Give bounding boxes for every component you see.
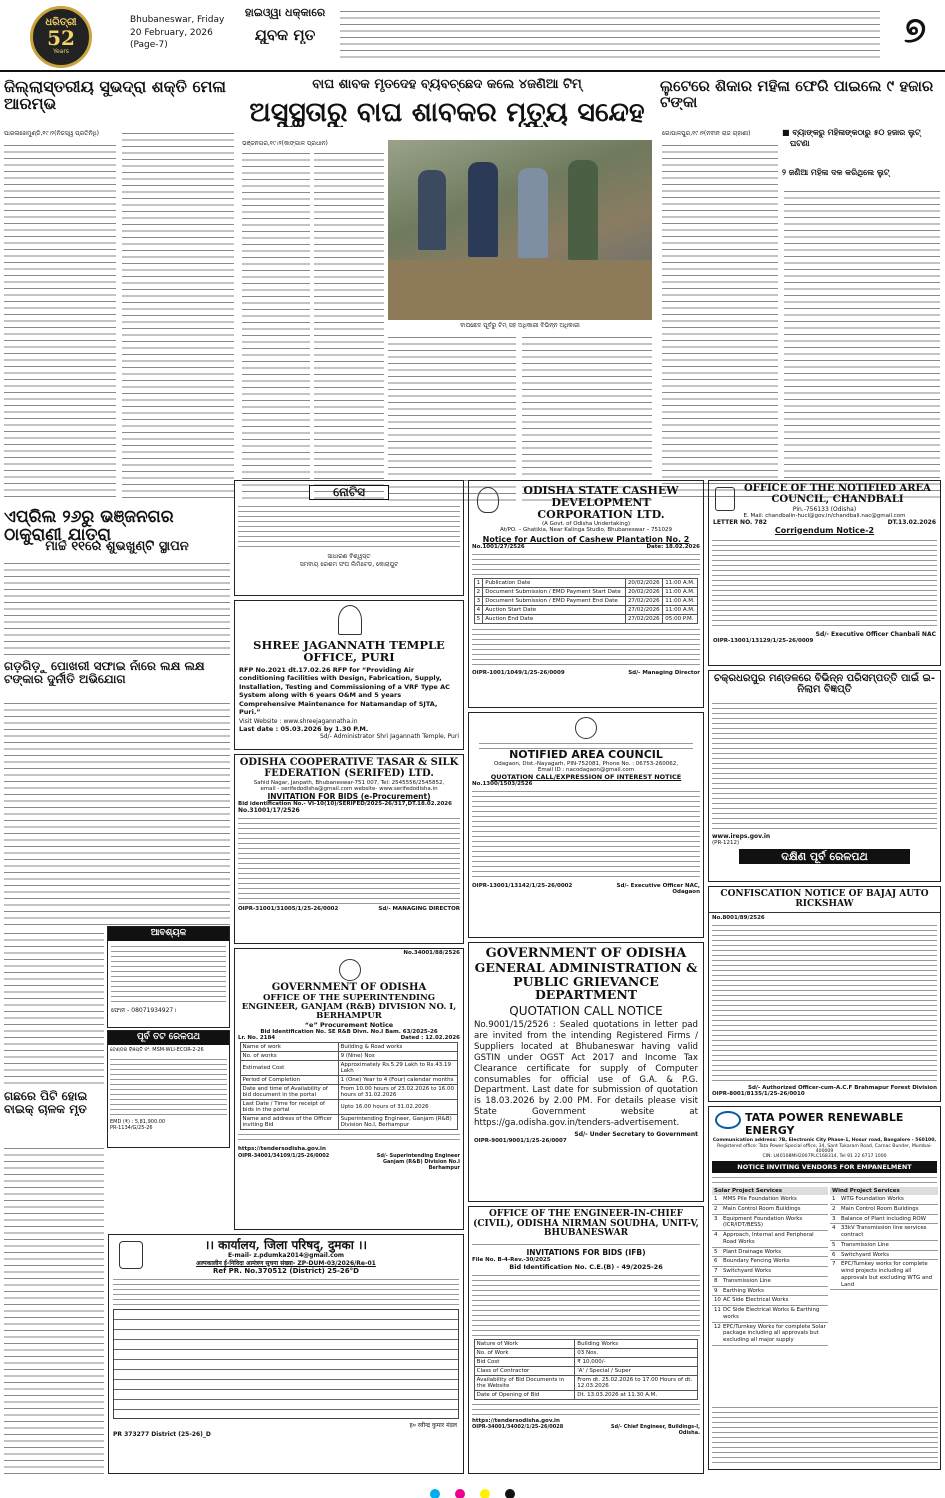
cashew-date: Date: 18.02.2026	[646, 543, 700, 550]
nac-body	[712, 538, 937, 628]
ganjam-title: GOVERNMENT OF ODISHA	[271, 982, 427, 993]
story-tiger-col4	[522, 334, 652, 502]
tata-cin: CIN: U40108MH2007PLC168314, Tel 91 22 6717 1000	[762, 1154, 887, 1159]
headline-thakurani-yatra: ଏପ୍ରିଲ ୨୬ରୁ ଭଞ୍ଜନଗର ଠାକୁରାଣୀ ଯାତ୍ରା	[4, 508, 174, 545]
serifed-invitation: INVITATION FOR BIDS (e-Procurement)	[267, 791, 431, 801]
story-pond-col1	[4, 700, 230, 930]
list	[712, 1195, 828, 1346]
ad-vacancy	[107, 926, 230, 1028]
eic-web: https://tendersodisha.gov.in	[472, 1418, 560, 1425]
railway-title: ଚକ୍ରଧରପୁର ମଣ୍ଡଳରେ ବିଭିନ୍ନ ପରିସମ୍ପତ୍ତି ପାଇଁ ଇ-ନିଲାମ ବିଜ୍ଞପ୍ତି	[714, 673, 935, 695]
dumka-email: E-mail- z.pdumka2014@gmail.com	[227, 1251, 345, 1259]
serifed-bid-id: Bid identification No.- VI-10(10)/SERIFED/2025-26/317,DT.18.02.2026	[238, 800, 452, 807]
story-pond-col2	[4, 930, 104, 1085]
bajaj-sig: Sd/- Authorized Officer-cum-A.C.F Brahmapur Forest Division	[747, 1085, 937, 1092]
table-row: Name and address of the Officer inviting Bid	[240, 1115, 338, 1130]
odagaon-no: No.1300/1503/2526	[472, 780, 533, 787]
table-row: Date and time of Availability of bid document in the portal	[240, 1085, 338, 1100]
ad-serifed	[234, 754, 464, 944]
edition-date: 20 February, 2026 (Page-7)	[130, 27, 213, 51]
ganjam-title2: OFFICE OF THE SUPERINTENDING ENGINEER, GANJAM (R&B) DIVISION NO. I, BERHAMPUR	[241, 992, 457, 1022]
emblem-icon	[119, 1241, 143, 1269]
gapg-sig: Sd/- Under Secretary to Government	[574, 1130, 698, 1138]
dumka-body	[113, 1277, 459, 1307]
photo-person	[418, 170, 446, 250]
railway-body	[712, 701, 937, 831]
odagaon-body	[472, 789, 700, 881]
list-item: 6 Switchyard Works	[830, 1251, 938, 1261]
dumka-sig: ह० रवीन्द्र कुमार मंडल	[409, 1421, 457, 1429]
ad-engineer-in-chief	[468, 1206, 704, 1474]
ad-bajaj-confiscation	[708, 886, 941, 1102]
table-row: Date of Opening of Bid	[474, 1391, 575, 1400]
cashew-notice: Notice for Auction of Cashew Plantation No. 2	[482, 534, 690, 544]
table-row: 1	[474, 578, 483, 587]
list	[830, 1195, 938, 1290]
railway-ref: (PR-1212)	[712, 839, 740, 846]
cashew-ref: OIPR-1001/1049/1/25-26/0009	[472, 669, 565, 676]
dumka-sub: अल्पकालीन ई-निविदा आमंत्रण सूचना संख्या- ZP-DUM-03/2026/Re-01	[196, 1259, 376, 1267]
cashew-body	[472, 552, 700, 576]
feature-text	[340, 8, 880, 60]
eic-note	[472, 1402, 700, 1416]
ad-nac-chandbali	[708, 480, 941, 666]
bajaj-ref: OIPR-8001/8135/1/25-26/0010	[712, 1091, 805, 1098]
nac-pin: Pin.-756133 (Odisha)	[792, 505, 857, 513]
ecor-text	[110, 1057, 227, 1117]
story-shakti-mela-col1	[4, 142, 116, 502]
sjt-title: SHREE JAGANNATH TEMPLE OFFICE, PURI	[253, 638, 445, 665]
list-item: 7 EPC/Turnkey works for complete wind projects including all approvals but excluding WTG and Land	[830, 1260, 938, 1290]
cashew-no: No.1001/27/2526	[472, 543, 525, 550]
sjt-sig: Sd/- Administrator Shri Jagannath Temple, Puri	[319, 733, 459, 741]
odisha-emblem-icon	[339, 959, 361, 981]
odagaon-quotation: QUOTATION CALL/EXPRESSION OF INTEREST NOTICE	[490, 772, 682, 781]
gapg-body: No.9001/15/2526 : Sealed quotations in letter pad are invited from the intending Registered Firms / Suppliers located at Bhubaneswar having valid GSTIN under OGST Act 2017 and Income Tax Clearance certificate for supply of Computer consumables for official use of G.A. & P.G. Department. Last date for submission of quotation is 18.03.2026 by 2.00 PM. For details please visit State Government website at https://ga.odisha.gov.in/tenders-advertisement.	[474, 1020, 698, 1128]
list-item: 4 Approach, Internal and Peripheral Road Works	[712, 1231, 828, 1248]
list-item: 10 AC Side Electrical Works	[712, 1296, 828, 1306]
tata-solar-list	[712, 1187, 828, 1346]
cashew-sub: (A Govt. of Odisha Undertaking)	[541, 520, 631, 527]
list-item: 4 33kV Transmission line services contract	[830, 1224, 938, 1241]
table-row: No. of Work	[474, 1349, 575, 1358]
tiger-photo	[388, 140, 652, 320]
anniversary-number: 52	[47, 26, 75, 50]
tata-footer-text	[712, 1405, 938, 1467]
table-row: Estimated Cost	[240, 1061, 338, 1076]
sjt-last-date: Last date : 05.03.2026 by 1.30 P.M.	[239, 725, 369, 734]
edition-city: Bhubaneswar, Friday	[130, 15, 225, 25]
nac-title: OFFICE OF THE NOTIFIED AREA COUNCIL, CHANDBALI	[744, 483, 931, 505]
ad-ecor	[107, 1030, 230, 1148]
list-item: 8 Transmission Line	[712, 1277, 828, 1287]
masthead	[0, 0, 945, 72]
tata-solar-header: Solar Project Services	[712, 1187, 828, 1195]
tata-logo-icon	[715, 1111, 741, 1129]
black-dot	[505, 1489, 515, 1498]
eic-sig: Sd/- Chief Engineer, Buildings-I, Odisha.	[610, 1424, 700, 1437]
ad-cashew	[468, 480, 704, 708]
ganjam-lr: Lr. No. 2184	[238, 1035, 276, 1042]
dumka-title: ।। कार्यालय, जिला परिषद्, दुमका ।।	[204, 1238, 368, 1252]
story-tiger-col1	[242, 150, 310, 502]
ecor-emd: EMD (₹) : 5,81,900.00	[110, 1118, 166, 1125]
ganjam-sig: Sd/- Superintending Engineer Ganjam (R&B) Division No.I Berhampur	[376, 1153, 460, 1172]
story-loot-col1	[662, 142, 778, 502]
nac-letter: LETTER NO. 782	[713, 518, 767, 526]
serifed-addr: Sahid Nagar, Janpath, Bhubaneswar-751 007, Tel: 2545556/2545852,	[253, 779, 445, 786]
list-item: 2 Main Control Room Buildings	[712, 1205, 828, 1215]
table-row: 4	[474, 605, 483, 614]
story-tiger-col3	[388, 334, 516, 502]
ad-nac-odagaon	[468, 712, 704, 938]
edition-info	[130, 14, 225, 52]
headline-bike-accident: ଗଛରେ ପିଟି ହୋଇ ବାଇକ୍ ଚାଳକ ମୃତ	[4, 1090, 88, 1116]
table-row: Nature of Work	[474, 1340, 575, 1349]
registration-color-bar	[0, 1480, 945, 1498]
subhead-subhakhunti: ମାର୍ଚ୍ଚ ୧୧ରେ ଶୁଭଖୁଣ୍ଟି ସ୍ଥାପନ	[45, 540, 189, 554]
headline-loot-woman: ଲୁଟେରେ ଶିକାର ମହିଳା ଫେରି ପାଇଲେ ୯ ହଜାର ଟଙ୍କା	[660, 78, 934, 111]
cashew-schedule-table: 1 Publication Date 20/02/2026 11:00 A.M. 2 Document Submission / EMD Payment Start Date 20/02/2026 11:00 A.M. 3 Document Submission / EMD Payment End Date 27/02/2026 11:00 A.M. 4 Auction Start Date 27/02/2026 11:00 A.M. 5 Auction End Date 27/02/2026 05:00 P.M.	[474, 578, 699, 624]
odagaon-email: Email ID : nacodagaon@gmail.com	[537, 766, 635, 773]
dateline-gopalpur: ଗୋପାଳପୁର,୧୯।୨(ନବୀନ ରାଜ ଚାହାଣୀ)	[662, 130, 751, 137]
list-item: 3 Equipment Foundation Works (ICR/IDT/BESS)	[712, 1215, 828, 1232]
ad-dumka-tender	[108, 1234, 464, 1474]
dumka-ref: Ref PR. No.370512 (District) 25-26°D	[213, 1266, 359, 1275]
railway-footer: ଦକ୍ଷିଣ ପୂର୍ବ ରେଳପଥ	[739, 849, 910, 865]
odisha-emblem-icon	[575, 717, 597, 739]
ecor-tender: ଟେଣ୍ଡର ବିଜ୍ଞପ୍ତି ନଂ. MSM-WLI-ECOR-2-26	[110, 1046, 204, 1053]
sjt-rfp: RFP No.2021 dt.17.02.26 RFP for “Providing Air conditioning facilities with Design, Fabrication, Supply, Installation, Testing and Commissioning of a VRF Type AC System along with 6 years O&M and 5 years Comprehensive Maintenance for Natamandap of SJTA, Puri.”	[239, 665, 450, 716]
table-row: 5	[474, 614, 483, 623]
table-row: 3	[474, 596, 483, 605]
gapg-quotation: QUOTATION CALL NOTICE	[509, 1003, 663, 1018]
odagaon-addr: Odagaon, Dist.-Nayagarh, PIN-752081, Phone No. : 06753-260062,	[493, 760, 679, 767]
serifed-no: No.31001/17/2526	[238, 806, 300, 814]
odagaon-title: NOTIFIED AREA COUNCIL	[509, 748, 663, 761]
list-item: 9 Earthing Works	[712, 1287, 828, 1297]
story-shakti-mela-col2	[122, 130, 234, 502]
ad-ganjam-rnb	[234, 948, 464, 1230]
list-item: 1 MMS Pile Foundation Works	[712, 1195, 828, 1205]
ad-tata-power	[708, 1106, 941, 1470]
list-item: 5 Transmission Line	[830, 1241, 938, 1251]
list-item: 6 Boundary Fencing Works	[712, 1257, 828, 1267]
table-row: 2	[474, 587, 483, 596]
bajaj-no: No.8001/89/2526	[712, 915, 765, 922]
serifed-ref: OIPR-31001/31005/1/25-26/0002	[238, 905, 339, 912]
headline-tiger-cub-death: ଅସୁସ୍ଥତାରୁ ବାଘ ଶାବକର ମୃତ୍ୟୁ ସନ୍ଦେହ	[249, 98, 645, 128]
serifed-title: ODISHA COOPERATIVE TASAR & SILK FEDERATION (SERIFED) LTD.	[239, 757, 459, 779]
photo-person	[468, 162, 498, 257]
headline-shakti-mela: ଜିଲ୍ଲାସ୍ତରୀୟ ସୁଭଦ୍ରା ଶକ୍ତି ମେଳା ଆରମ୍ଭ	[4, 78, 227, 113]
cashew-logo	[477, 487, 499, 513]
nac-corrigendum: Corrigendum Notice-2	[774, 525, 875, 535]
tata-notice: NOTICE INVITING VENDORS FOR EMPANELMENT	[712, 1161, 937, 1173]
story-tiger-col2	[314, 150, 384, 502]
odisha-emblem-icon	[715, 487, 735, 511]
page-number: ୭	[903, 10, 927, 51]
table-row: Last Date / Time for receipt of bids in the portal	[240, 1100, 338, 1115]
eic-table: Nature of Work Building Works No. of Work 03 Nos. Bid Cost ₹ 10,000/- Class of Contractor 'A' / Special / Super Availability of Bid Documents in the Website From dt. 25.02.2026 to 17.00 Hours of dt. 12.03.2026 Date of Opening of Bid Dt. 13.03.2026 at 11.30 A.M.	[474, 1339, 699, 1400]
serifed-sig: Sd/- MANAGING DIRECTOR	[378, 905, 460, 912]
ganjam-num: No.34001/88/2526	[403, 950, 460, 956]
notice-text	[238, 504, 460, 550]
vacancy-title: ଆବଶ୍ୟକ	[108, 927, 229, 941]
ganjam-body	[238, 1132, 460, 1144]
cyan-dot	[430, 1489, 440, 1498]
magenta-dot	[455, 1489, 465, 1498]
eic-invitation: INVITATIONS FOR BIDS (IFB)	[526, 1248, 646, 1258]
tata-reg: Registered office: Tata Power Special office, 34, Sant Tukaram Road, Carnac Bunder, Mumbai-400009	[717, 1144, 932, 1154]
list-item: 7 Switchyard Works	[712, 1267, 828, 1277]
story-bike-accident	[4, 1145, 104, 1475]
ad-jagannath-temple	[234, 600, 464, 750]
list-item: 3 Balance of Plant including ROW	[830, 1215, 938, 1225]
odagaon-sig: Sd/- Executive Officer NAC, Odagaon	[616, 882, 700, 895]
temple-logo-icon	[338, 605, 362, 635]
anniversary-label: Years	[53, 48, 69, 55]
vacancy-text	[111, 944, 226, 1004]
yellow-dot	[480, 1489, 490, 1498]
eic-title: OFFICE OF THE ENGINEER-IN-CHIEF (CIVIL), ODISHA NIRMAN SOUDHA, UNIT-V, BHUBANESWAR	[473, 1209, 699, 1239]
tata-wind-header: Wind Project Services	[830, 1187, 938, 1195]
ganjam-ref: OIPR-34001/34109/1/25-26/0002	[238, 1153, 330, 1160]
railway-website: www.ireps.gov.in	[712, 832, 771, 840]
eic-file: File No. B-4-Rev.-30/2025	[472, 1257, 551, 1264]
table-row: Name of work	[240, 1043, 338, 1052]
serifed-email: email - serifedodisha@gmail.com website- www.serifedodisha.in	[260, 785, 438, 792]
gapg-title2: GENERAL ADMINISTRATION & PUBLIC GRIEVANCE DEPARTMENT	[474, 960, 698, 1003]
feature-title: ହାଇଓ୍ୱା ଧକ୍କାରେ ଯୁବକ ମୃତ	[244, 6, 326, 44]
list-item: 5 Plant Drainage Works	[712, 1248, 828, 1258]
cashew-footer-text	[472, 627, 700, 667]
notice-title: ନୋଟିସ	[309, 485, 389, 500]
brand-name: ଧରିତ୍ରୀ	[45, 17, 77, 28]
eic-bid: Bid Identification No. C.E.(B) - 49/2025-26	[509, 1263, 663, 1272]
ad-notice	[234, 480, 464, 596]
photo-ground	[388, 260, 652, 320]
ganjam-dated: Dated : 12.02.2026	[400, 1035, 460, 1042]
list-item: 2 Main Control Room Buildings	[830, 1205, 938, 1215]
photo-caption: ବାଘଛେଦ ପୂର୍ବରୁ ଟିମ୍ ସହ ଅଧିକାରୀ ବିଭିନ୍ନ ଅଧିକାରୀ	[460, 322, 580, 329]
story-loot-col2	[784, 188, 940, 502]
eic-ref: OIPR-34001/34002/1/25-26/0028	[472, 1424, 564, 1431]
story-thakurani	[4, 560, 230, 656]
headline-pond-corruption: ଗଡ଼ଗିଡ଼ୁ ପୋଖରୀ ସଫାଇ ନାଁରେ ଲକ୍ଷ ଲକ୍ଷ ଟଙ୍କାର ଦୁର୍ନୀତି ଅଭିଯୋଗ	[4, 660, 205, 686]
serifed-body	[238, 816, 460, 904]
photo-person	[518, 168, 548, 258]
tata-addr: Communication address: 7B, Electronic City Phase-1, Hosur road, Bangalore - 560100,	[712, 1138, 937, 1143]
ecor-ref: PR-1134/G/25-26	[110, 1124, 153, 1131]
gapg-ref: OIPR-9001/9001/1/25-26/0007	[474, 1137, 567, 1144]
table-row: Class of Contractor	[474, 1367, 575, 1376]
notice-sig2: ସମବାୟ ରେଶମ ସଂଘ ଲିମିଟେଡ, କୋରାପୁଟ	[299, 560, 399, 568]
photo-person	[568, 160, 598, 260]
table-row: Availability of Bid Documents in the Website	[474, 1376, 575, 1391]
highlight-box-2: ୨ ଜଣିଆ ମହିଳା ଦଳ କରିଥିଲେ ଲୁଟ୍	[782, 168, 890, 177]
nac-ref: OIPR-13001/13129/1/25-26/0009	[713, 637, 814, 644]
nac-email: E. Mail: chandbalin-hucl@gov.in/chandbali.nac@gmail.com	[743, 512, 906, 519]
list-item: 11 DC Side Electrical Works & Earthing works	[712, 1306, 828, 1323]
bajaj-body	[712, 923, 937, 1083]
eic-body	[472, 1273, 700, 1337]
table-row: Period of Completion	[240, 1076, 338, 1085]
ganjam-table: Name of work Building & Road works No. of works 9 (Nine) Nos Estimated Cost Approximately Rs.5.29 Lakh to Rs.43.19 Lakh Period of Completion 1 (One) Year to 4 (Four) calendar months Date and time of Availability of bid document in the portal From 10.00 hours of 23.02.2026 to 16.00 hours of 31.02.2026 Last Date / Time for receipt of bids in the portal Upto 16.00 hours of 31.02.2026 Name and address of the Officer inviting Bid Superintending Engineer, Ganjam (R&B) Division No.I, Berhampur	[240, 1042, 459, 1130]
list-item: 1 WTG Foundation Works	[830, 1195, 938, 1205]
ganjam-bid: Bid Identification No. SE R&B Divn. No.I Bam. 63/2025-26	[260, 1029, 438, 1036]
bajaj-title: CONFISCATION NOTICE OF BAJAJ AUTO RICKSHAW	[709, 887, 940, 913]
ad-railway-auction	[708, 670, 941, 882]
cashew-sig: Sd/- Managing Director	[628, 669, 700, 676]
tata-wind-list	[830, 1187, 938, 1290]
ganjam-web: https://tendersodisha.gov.in	[238, 1146, 326, 1153]
tata-intro	[712, 1175, 937, 1187]
dumka-table	[113, 1309, 459, 1419]
table-row: No. of works	[240, 1052, 338, 1061]
sjt-website: Visit Website : www.shreejagannatha.in	[239, 718, 358, 726]
ganjam-proc: “e” Procurement Notice	[304, 1021, 394, 1030]
ecor-title: ପୂର୍ବ ତଟ ରେଳପଥ	[108, 1031, 229, 1045]
list-item: 12 EPC/Turnkey Works for complete Solar package including all approvals but excluding all major supply	[712, 1323, 828, 1346]
cashew-addr: At/PO. – Ghatikia, Near Kalinga Studio, Bhubaneswar – 751029	[499, 526, 673, 533]
tata-title: TATA POWER RENEWABLE ENERGY	[745, 1111, 904, 1137]
vacancy-phone: ଫୋନ - 08071934927।	[111, 1006, 176, 1014]
headline-tiger-postmortem: ବାଘ ଶାବକ ମୃତଦେହ ବ୍ୟବଚ୍ଛେଦ କଲେ ୪ଜଣିଆ ଟିମ୍	[312, 78, 582, 92]
dateline-paralakhemundi: ପାରଳାଖେମୁଣ୍ଡି,୧୯।୨(ନିଜସ୍ୱ ପ୍ରତିନିଧି)	[4, 130, 99, 137]
dumka-pr: PR 373277 District (25-26)_D	[113, 1430, 211, 1438]
nac-sig: Sd/- Executive Officer Chanbali NAC	[815, 630, 936, 638]
nac-date: DT.13.02.2026	[887, 518, 936, 526]
table-row: Bid Cost	[474, 1358, 575, 1367]
odagaon-ref: OIPR-13001/13142/1/25-26/0002	[472, 882, 573, 889]
dateline-bhanjanagar: ଭଞ୍ଜନଗର,୧୯।୨(କାଙ୍ଗାଳ ପ୍ରଧାନ)	[242, 140, 328, 147]
ad-gapg-quotation	[468, 942, 704, 1202]
highlight-box-1: ■ ବ୍ୟାଙ୍କରୁ ମହିଳାଙ୍କଠାରୁ ୫୦ ହଜାର ଲୁଟ୍ ଘଟଣା	[782, 128, 921, 148]
cashew-title: ODISHA STATE CASHEW DEVELOPMENT CORPORATION LTD.	[523, 484, 679, 521]
brand-logo	[30, 6, 92, 68]
notice-sig: ସାଧାରଣ ବିଶ୍ୱସ୍ତ	[327, 552, 371, 560]
gapg-title: GOVERNMENT OF ODISHA	[485, 946, 687, 961]
